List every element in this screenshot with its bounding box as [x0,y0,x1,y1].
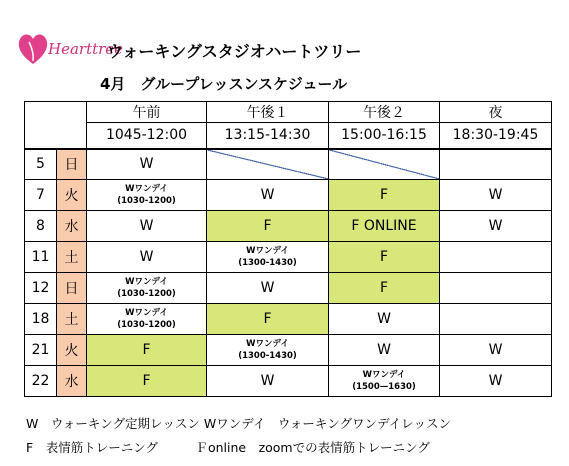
lesson-cell: F [329,242,440,273]
lesson-cell [329,366,440,397]
lesson-cell: F [87,335,207,366]
column-header: 午後１ [207,102,329,123]
column-time: 13:15-14:30 [207,123,329,149]
day-of-week: 日 [57,149,87,180]
header-row-names [25,102,552,123]
legend-line-2: F 表情筋トレーニング Ｆonline zoomでの表情筋トレーニング [26,440,430,455]
empty-slot-cell [207,149,329,180]
lesson-cell [87,304,207,335]
lesson-cell: W [207,366,329,397]
schedule-row [25,242,552,273]
day-of-week: 土 [57,304,87,335]
schedule-row [25,335,552,366]
lesson-cell: W [87,211,207,242]
oneday-time: (1500—1630) [352,382,416,392]
lesson-cell: W [207,273,329,304]
lesson-cell [87,180,207,211]
lesson-cell: W [87,149,207,180]
lesson-cell [440,149,552,180]
column-header: 夜 [440,102,552,123]
lesson-cell [440,304,552,335]
schedule-row [25,211,552,242]
day-number: 22 [25,366,57,397]
empty-slot-cell [329,149,440,180]
corner-cell [25,102,87,149]
oneday-label: Wワンデイ [362,370,406,380]
day-of-week: 土 [57,242,87,273]
column-header: 午前 [87,102,207,123]
lesson-cell [207,242,329,273]
day-of-week: 火 [57,180,87,211]
oneday-label: Wワンデイ [246,339,289,349]
lesson-cell [207,335,329,366]
logo-text: Hearttree [48,40,124,58]
column-time: 15:00-16:15 [329,123,440,149]
header-row-times [25,123,552,149]
oneday-label: Wワンデイ [246,246,289,256]
schedule-row [25,304,552,335]
lesson-cell: W [440,335,552,366]
schedule-row [25,366,552,397]
lesson-cell: W [329,304,440,335]
column-time: 18:30-19:45 [440,123,552,149]
day-number: 7 [25,180,57,211]
day-number: 11 [25,242,57,273]
oneday-label: Wワンデイ [125,277,168,287]
day-of-week: 日 [57,273,87,304]
oneday-label: Wワンデイ [125,308,168,318]
day-number: 12 [25,273,57,304]
day-of-week: 水 [57,211,87,242]
lesson-cell: W [329,335,440,366]
page-subtitle: 4月 グループレッスンスケジュール [100,75,348,93]
legend-line-1: W ウォーキング定期レッスン Wワンデイ ウォーキングワンデイレッスン [26,416,451,431]
lesson-cell: W [440,366,552,397]
lesson-cell: F [207,304,329,335]
lesson-cell: F [207,211,329,242]
day-number: 5 [25,149,57,180]
lesson-cell [87,273,207,304]
lesson-cell: F [87,366,207,397]
day-of-week: 火 [57,335,87,366]
schedule-row [25,273,552,304]
lesson-cell: W [207,180,329,211]
lesson-cell: F ONLINE [329,211,440,242]
day-of-week: 水 [57,366,87,397]
oneday-time: (1030-1200) [117,289,176,299]
lesson-cell: F [329,180,440,211]
lesson-cell [440,273,552,304]
oneday-label: Wワンデイ [125,184,168,194]
logo [17,30,124,68]
oneday-time: (1030-1200) [117,320,176,330]
lesson-cell: F [329,273,440,304]
day-number: 8 [25,211,57,242]
day-number: 18 [25,304,57,335]
schedule-row [25,180,552,211]
column-header: 午後２ [329,102,440,123]
column-time: 1045-12:00 [87,123,207,149]
oneday-time: (1030-1200) [117,196,176,206]
oneday-time: (1300-1430) [238,258,297,268]
lesson-cell: W [440,180,552,211]
schedule-row [25,149,552,180]
lesson-cell: W [440,211,552,242]
day-number: 21 [25,335,57,366]
lesson-cell: W [87,242,207,273]
lesson-cell [440,242,552,273]
schedule-table [24,101,552,397]
page-title: ウォーキングスタジオハートツリー [107,42,362,61]
oneday-time: (1300-1430) [238,351,297,361]
